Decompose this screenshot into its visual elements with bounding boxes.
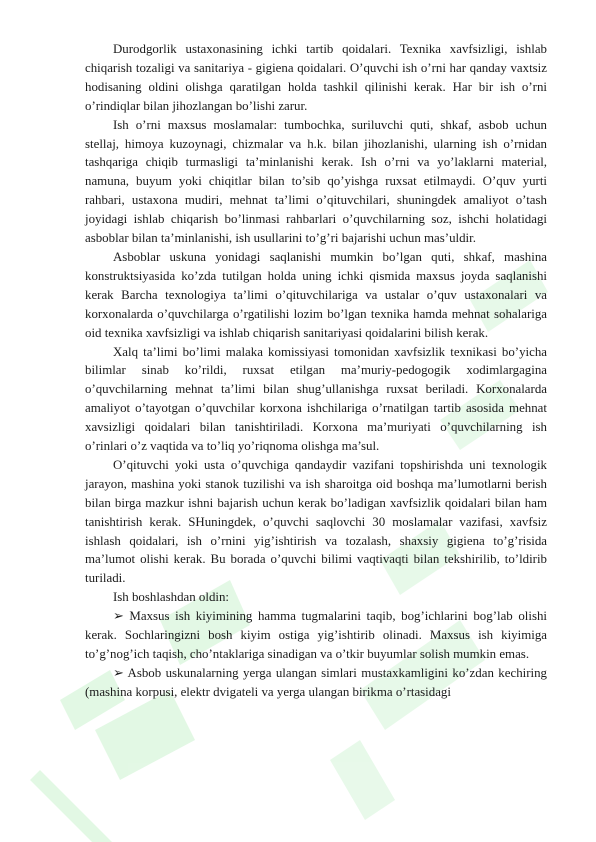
paragraph: Durodgorlik ustaxonasining ichki tartib qoidalari. Texnika xavfsizligi, ishlab chiqarish tozaligi va sanitariya - gigiena qoidalari. O’quvchi ish o’rni har qanday vaxtsiz hodisaning oldini olishga qaratilgan holda tashkil qilinishi kerak. Har bir ish o’rni o’rindiqlar bilan jihozlangan bo’lishi zarur. xyxy=(85,42,547,113)
paragraph: Xalq ta’limi bo’limi malaka komissiyasi tomonidan xavfsizlik texnikasi bo’yicha bilimlar sinab ko’rildi, ruxsat etilgan ma’muriy-pedogogik xodimlargagina o’quvchilarning mehnat ta’limi bilan shug’ullanishga ruxsat beriladi. Korxonalarda amaliyot o’tayotgan o’quvchilar korxona ishchilariga o’rnatilgan tartib asosida mehnat xavsizligi qoidalari bilan tanishtiriladi. Korxona ma’muriyati o’quvchilarning ish o’rinlari o’z vaqtida va to’liq yo’riqnoma olishga ma’sul. xyxy=(85,344,547,454)
document-body xyxy=(85,40,547,702)
paragraph: O’qituvchi yoki usta o’quvchiga qandaydir vazifani topshirishda uni texnologik jarayon, mashina yoki stanok tuzilishi va ish sharoitga oid boshqa ma’lumotlarni berish bilan birga mazkur ishni bajarish uchun kerak bo’ladigan xavfsizlik qoidalari bilan ham tanishtirish kerak. SHuningdek, o’quvchi saqlovchi 30 moslamalar vazifasi, xavfsiz ishlash qoidalari, ish o’rnini yig’ishtirish va tozalash, shaxsiy gigiena to’g’risida ma’lumot olishi kerak. Bu borada o’quvchi bilimi vaqtivaqti bilan tekshirilib, to’ldirib turiladi. xyxy=(85,457,547,586)
paragraph: Ish boshlashdan oldin: xyxy=(113,590,230,605)
paragraph: Asboblar uskuna yonidagi saqlanishi mumkin bo’lgan quti, shkaf, mashina konstruktsiyasida ko’zda tutilgan holda uning ichki qismida maxsus joyda saqlanishi kerak Barcha texnologiya ta’limi o’qituvchilariga va ustalar o’quv ustaxonalari va korxonalarda o’quvchilarga o’rgatilishi lozim bo’lgan texnika hamda mehnat sohalariga oid texnika xavfsizligi va ishlab chiqarish sanitariyasi qoidalarini bilish kerak. xyxy=(85,249,547,340)
bullet-item: ➢ Asbob uskunalarning yerga ulangan simlari mustaxkamligini ko’zdan kechiring (mashina korpusi, elektr dvigateli va yerga ulangan birikma o’rtasidagi xyxy=(85,665,547,699)
paragraph: Ish o’rni maxsus moslamalar: tumbochka, suriluvchi quti, shkaf, asbob uchun stellaj, himoya kuzoynagi, chizmalar va h.k. bilan jihozlanishi, ularning ish o’rnidan tashqariga chiqib turmasligi ta’minlanishi kerak. Ish o’rni va yo’laklarni material, namuna, buyum yoki chiqitlar bilan to’sib qo’yishga ruxsat etilmaydi. O’quv yurti rahbari, ustaxona mudiri, mehnat ta’limi o’qituvchilari, shuningdek amaliyot o’tash joyidagi ishlab chiqarish bo’linmasi rahbarlari o’quvchilarning soz, ishchi holatidagi asboblar bilan ta’minlanishi, ish usullarini to’g’ri bajarishi uchun mas’uldir. xyxy=(85,117,547,246)
bullet-item: ➢ Maxsus ish kiyimining hamma tugmalarini taqib, bog’ichlarini bog’lab olishi kerak. Sochlaringizni bosh kiyim ostiga yig’ishtirib olinadi. Maxsus ish kiyimiga to’g’nog’ich taqish, cho’ntaklariga sinadigan va o’tkir buyumlar solish mumkin emas. xyxy=(85,609,547,661)
